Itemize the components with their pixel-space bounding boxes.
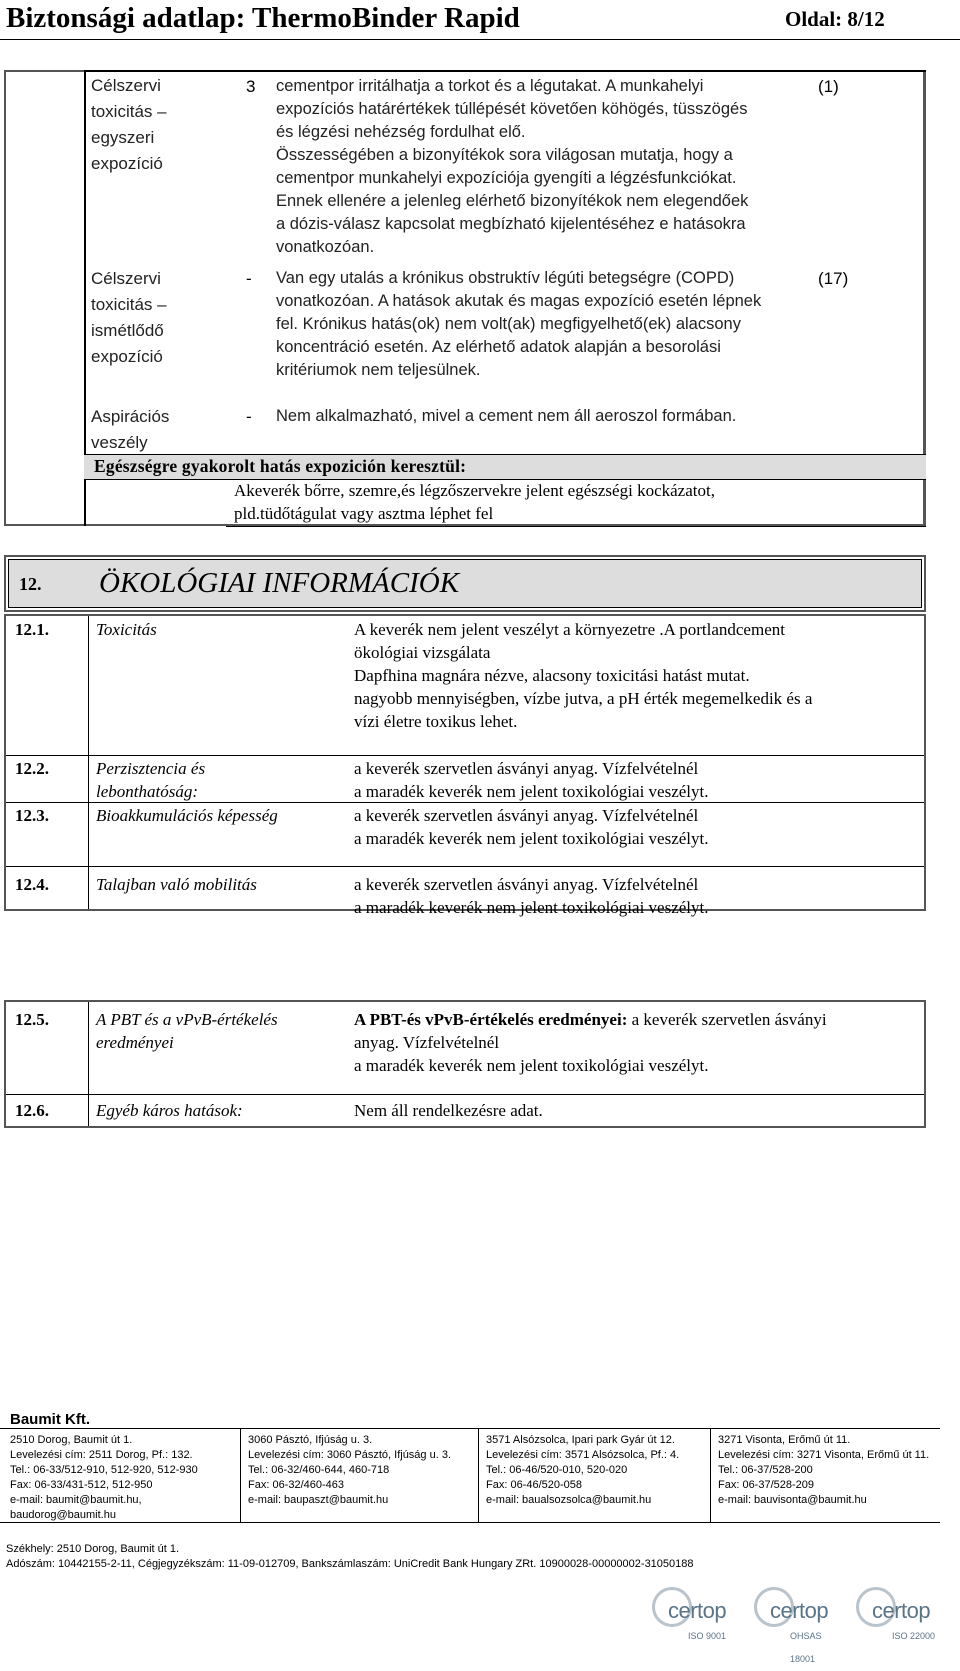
address-line: e-mail: baumit@baumit.hu, <box>10 1494 142 1506</box>
header-rule <box>0 39 960 40</box>
column-divider <box>478 1429 479 1522</box>
row-label-repeated-exposure <box>91 266 231 370</box>
title-line: Talajban való mobilitás <box>96 875 257 894</box>
section-heading-bar <box>8 559 922 608</box>
text-line: cementpor irritálhatja a torkot és a légutakat. A munkahelyi <box>276 77 704 95</box>
address-dorog <box>10 1433 198 1523</box>
address-line: Tel.: 06-32/460-644, 460-718 <box>248 1464 390 1476</box>
address-line: 3060 Pásztó, Ifjúság u. 3. <box>248 1434 373 1446</box>
item-title <box>96 1008 336 1054</box>
item-value <box>354 757 914 803</box>
label-line: Aspirációs <box>91 407 170 426</box>
row-text-single-exposure <box>276 75 796 259</box>
company-registry: Adószám: 10442155-2-11, Cégjegyzékszám: 11-09-012709, Bankszámlaszám: UniCredit Bank Hungary ZRt. 10900028-00000002-31050188 <box>6 1558 694 1570</box>
item-value <box>354 1008 914 1077</box>
cert-standard: OHSAS 18001 <box>790 1631 822 1664</box>
item-title <box>96 757 336 803</box>
item-title <box>96 804 336 827</box>
section-12-table-1 <box>4 614 926 917</box>
text-line: a dózis-válasz kapcsolat megbízható kijelentéséhez e hatásokra <box>276 215 746 233</box>
text-line: koncentráció esetén. Az elérhető adatok alapján a besorolási <box>276 338 721 356</box>
certification-logo <box>652 1583 744 1639</box>
address-paszto <box>248 1433 451 1508</box>
address-line: e-mail: baualsozsolca@baumit.hu <box>486 1494 652 1506</box>
table-row-toxicity <box>6 616 924 756</box>
text-line: Ennek ellenére a jelenleg elérhető bizonyítékok nem elegendőek <box>276 192 749 210</box>
value-line: a maradék keverék nem jelent toxikológiai veszélyt. <box>354 829 709 848</box>
title-line: lebonthatóság: <box>96 782 198 801</box>
value-line: a keverék szervetlen ásványi anyag. Vízfelvételnél <box>354 875 699 894</box>
row-label-single-exposure <box>91 73 231 177</box>
item-number: 12.6. <box>15 1101 49 1120</box>
title-line: A PBT és a vPvB-értékelés <box>96 1010 278 1029</box>
item-value <box>354 804 914 850</box>
value-line: a maradék keverék nem jelent toxikológiai veszélyt. <box>354 782 709 801</box>
text-line: vonatkozóan. <box>276 238 375 256</box>
text-line: vonatkozóan. A hatások akutak és magas expozíció esetén lépnek <box>276 292 762 310</box>
item-title <box>96 873 336 896</box>
label-line: ismétlődő <box>91 321 164 340</box>
address-line: Fax: 06-33/431-512, 512-950 <box>10 1479 153 1491</box>
item-value <box>354 873 914 919</box>
value-line: a keverék szervetlen ásványi anyag. Vízfelvételnél <box>354 759 699 778</box>
address-line: Tel.: 06-33/512-910, 512-920, 512-930 <box>10 1464 198 1476</box>
section-11-continuation <box>0 70 960 527</box>
page-header <box>0 0 960 38</box>
row-mark: - <box>246 407 252 426</box>
item-number: 12.1. <box>15 620 49 639</box>
address-alsozsolca <box>486 1433 679 1508</box>
label-line: egyszeri <box>91 128 155 147</box>
value-line: vízi életre toxikus lehet. <box>354 712 518 731</box>
address-line: Fax: 06-46/520-058 <box>486 1479 583 1491</box>
value-line: A keverék nem jelent veszélyt a környezetre .A portlandcement <box>354 620 785 639</box>
text-line: pld.tüdőtágulat vagy asztma léphet fel <box>234 504 494 523</box>
value-line: Nem áll rendelkezésre adat. <box>354 1101 543 1120</box>
table-row-mobility <box>6 867 924 917</box>
text-line: fel. Krónikus hatás(ok) nem volt(ak) megfigyelhető(ek) alacsony <box>276 315 741 333</box>
title-line: Perzisztencia és <box>96 759 206 778</box>
value-line: nagyobb mennyiségben, vízbe jutva, a pH érték megemelkedik és a <box>354 689 813 708</box>
address-line: Levelezési cím: 3060 Pásztó, Ifjúság u. 3. <box>248 1449 452 1461</box>
text-line: és légzési nehézség fordulhat elő. <box>276 123 526 141</box>
label-line: toxicitás – <box>91 102 167 121</box>
item-number: 12.4. <box>15 875 49 894</box>
certification-logo <box>856 1583 948 1639</box>
text-line: cementpor munkahelyi expozíciója gyengíti a légzésfunkciókat. <box>276 169 737 187</box>
value-line: a maradék keverék nem jelent toxikológiai veszélyt. <box>354 1056 709 1075</box>
address-line: Tel.: 06-37/528-200 <box>718 1464 813 1476</box>
address-line: 3571 Alsózsolca, Ipari park Gyár út 12. <box>486 1434 675 1446</box>
label-line: expozíció <box>91 154 163 173</box>
table-row-pbt <box>6 1002 924 1095</box>
text-line: expozíciós határértékek túllépését követően köhögés, tüsszögés <box>276 100 748 118</box>
title-line: eredményei <box>96 1033 174 1052</box>
row-mark: 3 <box>246 77 256 96</box>
address-line: 2510 Dorog, Baumit út 1. <box>10 1434 133 1446</box>
item-value <box>354 1099 914 1122</box>
certification-logo <box>754 1583 846 1664</box>
label-line: Célszervi <box>91 76 161 95</box>
text-line: kritériumok nem teljesülnek. <box>276 361 481 379</box>
address-line: Tel.: 06-46/520-010, 520-020 <box>486 1464 628 1476</box>
item-number: 12.2. <box>15 759 49 778</box>
address-line: baudorog@baumit.hu <box>10 1509 116 1521</box>
row-text-aspiration <box>276 405 816 428</box>
title-line: Bioakkumulációs képesség <box>96 806 278 825</box>
cert-wordmark: certop <box>770 1598 829 1623</box>
section-title: ÖKOLÓGIAI INFORMÁCIÓK <box>99 567 460 599</box>
address-line: 3271 Visonta, Erőmű út 11. <box>718 1434 851 1446</box>
value-lead: A PBT-és vPvB-értékelés eredményei: <box>354 1010 628 1029</box>
section-12-table-2 <box>4 1000 926 1128</box>
page-number: Oldal: 8/12 <box>785 7 885 31</box>
text-line: Nem alkalmazható, mivel a cement nem áll aeroszol formában. <box>276 407 737 425</box>
column-divider <box>240 1429 241 1522</box>
value-line: a maradék keverék nem jelent toxikológiai veszélyt. <box>354 898 709 917</box>
label-line: veszély <box>91 433 148 452</box>
label-line: Célszervi <box>91 269 161 288</box>
address-line: Levelezési cím: 3571 Alsózsolca, Pf.: 4. <box>486 1449 680 1461</box>
company-seat: Székhely: 2510 Dorog, Baumit út 1. <box>6 1543 180 1555</box>
row-reference: (17) <box>818 269 849 288</box>
item-title <box>96 1099 336 1122</box>
item-value <box>354 618 914 733</box>
item-number: 12.3. <box>15 806 49 825</box>
title-line: Egyéb káros hatások: <box>96 1101 243 1120</box>
item-title <box>96 618 336 641</box>
row-reference: (1) <box>818 77 839 96</box>
health-effects-text <box>234 479 715 525</box>
value-line: Dapfhina magnára nézve, alacsony toxicitási hatást mutat. <box>354 666 750 685</box>
table-row-other-effects <box>6 1095 924 1126</box>
row-text-repeated-exposure <box>276 267 796 382</box>
table-row-bioaccumulation <box>6 803 924 867</box>
health-effects-heading: Egészségre gyakorolt hatás expozición keresztül: <box>94 456 467 476</box>
section-12-heading <box>4 555 926 612</box>
address-columns <box>0 1428 940 1523</box>
column-divider <box>710 1429 711 1522</box>
top-rule <box>84 70 926 72</box>
item-number: 12.5. <box>15 1010 49 1029</box>
section-number: 12. <box>19 574 42 594</box>
label-line: toxicitás – <box>91 295 167 314</box>
text-line: Van egy utalás a krónikus obstruktív légúti betegségre (COPD) <box>276 269 735 287</box>
value-line: anyag. Vízfelvételnél <box>354 1033 500 1052</box>
value-line <box>354 1008 914 1031</box>
address-line: e-mail: baupaszt@baumit.hu <box>248 1494 389 1506</box>
address-line: Levelezési cím: 3271 Visonta, Erőmű út 11. <box>718 1449 930 1461</box>
row-mark: - <box>246 269 252 288</box>
value-line: a keverék szervetlen ásványi anyag. Vízfelvételnél <box>354 806 699 825</box>
document-title: Biztonsági adatlap: ThermoBinder Rapid <box>6 2 520 34</box>
address-line: Fax: 06-37/528-209 <box>718 1479 815 1491</box>
value-line: ökológiai vizsgálata <box>354 643 491 662</box>
text-line: Összességében a bizonyítékok sora világosan mutatja, hogy a <box>276 146 733 164</box>
cert-standard: ISO 9001 <box>688 1631 727 1641</box>
value-text: a keverék szervetlen ásványi <box>627 1010 827 1029</box>
cert-wordmark: certop <box>668 1598 727 1623</box>
table-row-persistence <box>6 756 924 803</box>
bottom-rule <box>226 526 926 527</box>
label-line: expozíció <box>91 347 163 366</box>
address-line: Fax: 06-32/460-463 <box>248 1479 345 1491</box>
address-visonta <box>718 1433 929 1508</box>
address-line: Levelezési cím: 2511 Dorog, Pf.: 132. <box>10 1449 193 1461</box>
row-label-aspiration <box>91 404 231 456</box>
cert-wordmark: certop <box>872 1598 931 1623</box>
cert-standard: ISO 22000 <box>892 1631 936 1641</box>
address-line: e-mail: bauvisonta@baumit.hu <box>718 1494 867 1506</box>
title-line: Toxicitás <box>96 620 157 639</box>
text-line: Akeverék bőrre, szemre,és légzőszervekre jelent egészségi kockázatot, <box>234 481 715 500</box>
company-name: Baumit Kft. <box>10 1411 90 1428</box>
